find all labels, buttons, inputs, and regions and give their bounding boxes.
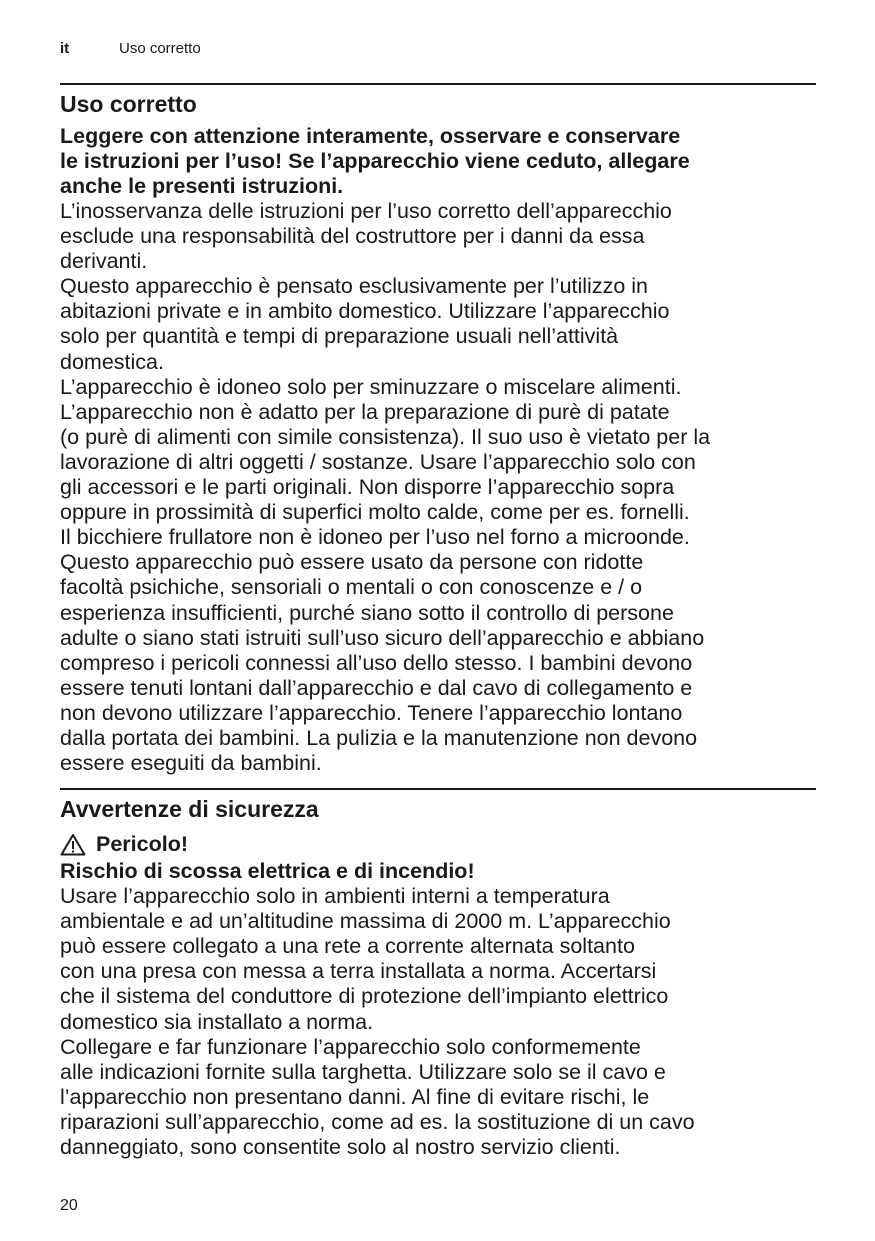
- text-line: esperienza insufficienti, purché siano sotto il controllo di persone: [60, 600, 674, 625]
- section-divider: [60, 83, 816, 85]
- header-section-title: Uso corretto: [119, 40, 201, 57]
- text-line: Usare l’apparecchio solo in ambienti interni a temperatura: [60, 884, 610, 909]
- text-line: oppure in prossimità di superfici molto calde, come per es. fornelli.: [60, 500, 690, 525]
- warning-triangle-icon: [60, 833, 86, 856]
- text-line: essere tenuti lontani dall’apparecchio e dal cavo di collegamento e: [60, 675, 693, 700]
- text-line: l’apparecchio non presentano danni. Al fine di evitare rischi, le: [60, 1084, 650, 1109]
- running-header: [60, 40, 201, 57]
- danger-warning: [60, 832, 188, 857]
- text-line: solo per quantità e tempi di preparazione usuali nell’attività: [60, 324, 619, 349]
- text-line: L’apparecchio è idoneo solo per sminuzzare o miscelare alimenti.: [60, 374, 682, 399]
- text-line: non devono utilizzare l’apparecchio. Tenere l’apparecchio lontano: [60, 700, 683, 725]
- text-line: Questo apparecchio è pensato esclusivamente per l’utilizzo in: [60, 274, 648, 299]
- language-code: it: [60, 40, 70, 57]
- text-line: adulte o siano stati istruiti sull’uso sicuro dell’apparecchio e abbiano: [60, 625, 705, 650]
- text-line: gli accessori e le parti originali. Non disporre l’apparecchio sopra: [60, 475, 675, 500]
- text-line: essere eseguiti da bambini.: [60, 751, 322, 776]
- text-line: facoltà psichiche, sensoriali o mentali o con conoscenze e / o: [60, 575, 643, 600]
- warning-subtitle: Rischio di scossa elettrica e di incendio!: [60, 859, 475, 883]
- text-line: alle indicazioni fornite sulla targhetta. Utilizzare solo se il cavo e: [60, 1059, 666, 1084]
- avvertenze-body: [60, 859, 820, 1160]
- section-heading-uso-corretto: Uso corretto: [60, 91, 197, 117]
- text-line: domestica.: [60, 349, 164, 374]
- text-line: (o purè di alimenti con simile consistenza). Il suo uso è vietato per la: [60, 424, 711, 449]
- text-line: può essere collegato a una rete a corrente alternata soltanto: [60, 934, 635, 959]
- text-line: L’inosservanza delle istruzioni per l’uso corretto dell’apparecchio: [60, 199, 672, 223]
- section-heading-avvertenze: Avvertenze di sicurezza: [60, 796, 319, 822]
- text-line: compreso i pericoli connessi all’uso dello stesso. I bambini devono: [60, 650, 693, 675]
- text-line: abitazioni private e in ambito domestico. Utilizzare l’apparecchio: [60, 299, 670, 324]
- warning-label: Pericolo!: [96, 832, 188, 856]
- uso-corretto-body: [60, 199, 820, 776]
- section-divider: [60, 788, 816, 790]
- text-line: Leggere con attenzione interamente, osservare e conservare: [60, 124, 681, 148]
- text-line: riparazioni sull’apparecchio, come ad es. la sostituzione di un cavo: [60, 1109, 695, 1134]
- text-line: Collegare e far funzionare l’apparecchio solo conformemente: [60, 1034, 641, 1059]
- intro-bold-paragraph: [60, 124, 820, 199]
- page-number: 20: [60, 1197, 78, 1214]
- text-line: danneggiato, sono consentite solo al nostro servizio clienti.: [60, 1135, 621, 1160]
- text-line: le istruzioni per l’uso! Se l’apparecchio viene ceduto, allegare: [60, 149, 690, 174]
- text-line: con una presa con messa a terra installata a norma. Accertarsi: [60, 959, 657, 984]
- text-line: anche le presenti istruzioni.: [60, 174, 344, 199]
- text-line: esclude una responsabilità del costruttore per i danni da essa: [60, 224, 645, 249]
- text-line: Questo apparecchio può essere usato da persone con ridotte: [60, 550, 644, 575]
- text-line: lavorazione di altri oggetti / sostanze. Usare l’apparecchio solo con: [60, 449, 696, 474]
- text-line: L’apparecchio non è adatto per la preparazione di purè di patate: [60, 399, 670, 424]
- text-line: che il sistema del conduttore di protezione dell’impianto elettrico: [60, 984, 669, 1009]
- text-line: ambientale e ad un’altitudine massima di 2000 m. L’apparecchio: [60, 909, 671, 934]
- text-line: Il bicchiere frullatore non è idoneo per l’uso nel forno a microonde.: [60, 525, 690, 550]
- text-line: domestico sia installato a norma.: [60, 1009, 374, 1034]
- text-line: dalla portata dei bambini. La pulizia e la manutenzione non devono: [60, 725, 698, 750]
- text-line: derivanti.: [60, 249, 148, 274]
